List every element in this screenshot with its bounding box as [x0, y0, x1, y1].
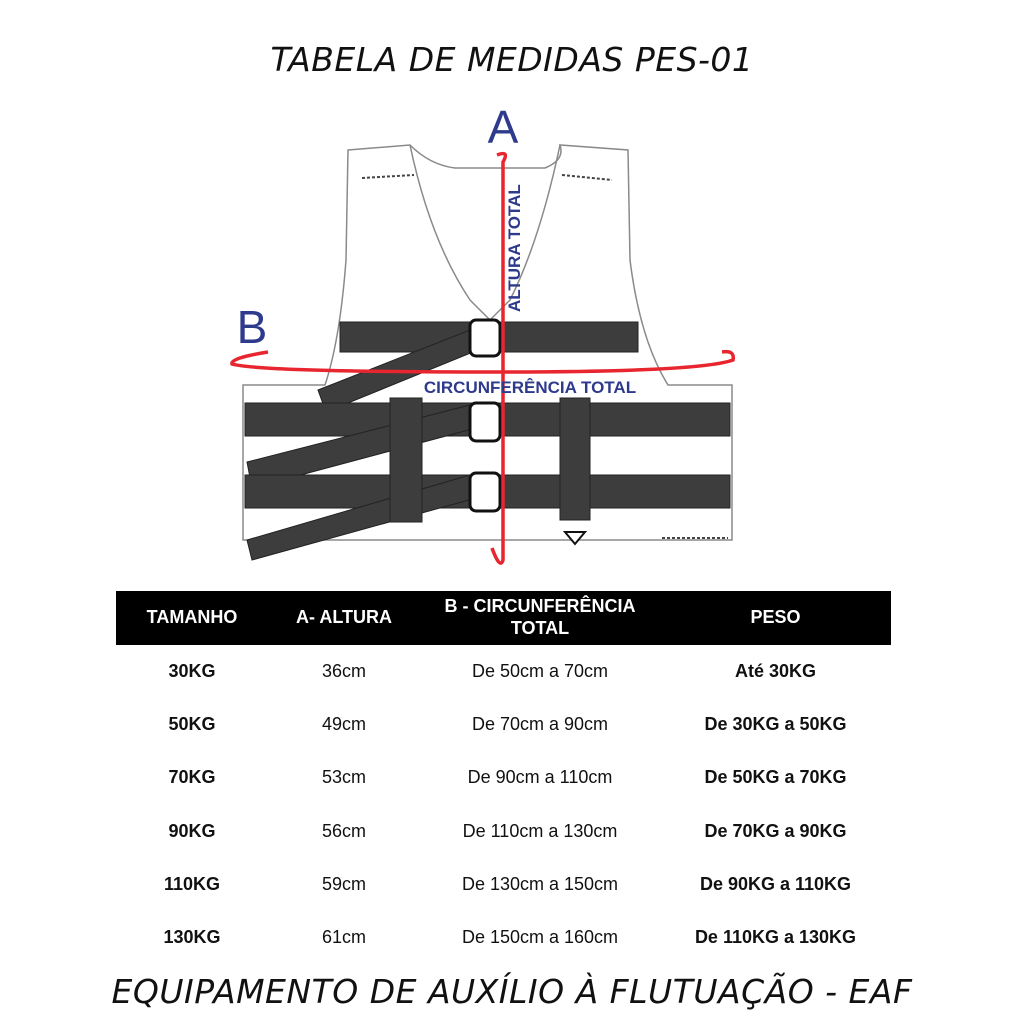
footer-title: EQUIPAMENTO DE AUXÍLIO À FLUTUAÇÃO - EAF — [111, 972, 913, 1011]
table-row — [116, 911, 891, 964]
cell-circunferencia: De 90cm a 110cm — [467, 767, 613, 788]
cell-altura: 61cm — [321, 927, 366, 948]
table-header-row — [116, 591, 891, 645]
page-title: TABELA DE MEDIDAS PES-01 — [270, 40, 754, 79]
table-row — [116, 751, 891, 804]
cell-tamanho: 30KG — [168, 661, 216, 682]
cell-tamanho: 50KG — [168, 714, 216, 735]
cell-peso: De 90KG a 110KG — [699, 873, 852, 894]
header-altura: A- ALTURA — [268, 591, 420, 645]
table-row — [116, 698, 891, 751]
cell-altura: 49cm — [321, 714, 366, 735]
cell-circunferencia: De 50cm a 70cm — [471, 661, 609, 682]
cell-altura: 36cm — [321, 661, 366, 682]
cell-circunferencia: De 130cm a 150cm — [461, 873, 619, 894]
cell-circunferencia: De 150cm a 160cm — [461, 927, 619, 948]
cell-altura: 59cm — [321, 873, 366, 894]
label-a: A — [487, 101, 519, 153]
table-row — [116, 858, 891, 911]
cell-peso: De 50KG a 70KG — [704, 767, 847, 788]
cell-peso: Até 30KG — [734, 661, 817, 682]
cell-peso: De 70KG a 90KG — [704, 820, 847, 841]
table-row — [116, 805, 891, 858]
size-table — [116, 591, 891, 964]
header-circunferencia: B - CIRCUNFERÊNCIA TOTAL — [420, 591, 660, 645]
circunferencia-total-label: CIRCUNFERÊNCIA TOTAL — [423, 378, 637, 397]
header-tamanho: TAMANHO — [116, 591, 268, 645]
cell-peso: De 110KG a 130KG — [694, 927, 857, 948]
altura-total-label: ALTURA TOTAL — [505, 184, 524, 312]
cell-circunferencia: De 110cm a 130cm — [462, 820, 618, 841]
cell-tamanho: 70KG — [168, 767, 216, 788]
cell-tamanho: 130KG — [163, 927, 221, 948]
header-peso: PESO — [660, 591, 891, 645]
table-row — [116, 645, 891, 698]
cell-circunferencia: De 70cm a 90cm — [471, 714, 609, 735]
cell-altura: 53cm — [321, 767, 366, 788]
cell-peso: De 30KG a 50KG — [704, 714, 847, 735]
cell-tamanho: 110KG — [163, 873, 221, 894]
buckles — [470, 320, 500, 511]
label-b: B — [236, 301, 268, 353]
cell-altura: 56cm — [321, 820, 366, 841]
cell-tamanho: 90KG — [168, 820, 216, 841]
